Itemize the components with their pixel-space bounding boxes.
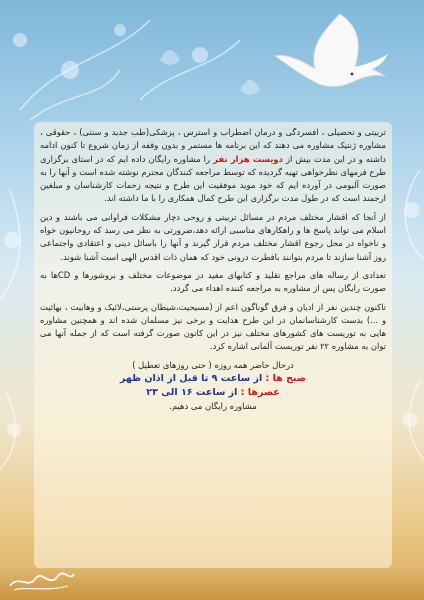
calligraphy-logo [6, 568, 76, 594]
paragraph-text: را مشاوره رایگان داده ایم که در استای برگزاری طرح فرمهای نظرخواهی تهیه گردیده که توسط مراجعه کنندگان محترم نوشته شده است و آنها را به صورت آلبومی در آورده ایم که خود موید موفقیت این طرح و نتیجه زحمات کارشناسان و مبلغین ارجمند است که در طول مدت برگزاری این طرح کمال همکاری را با ما داشته اند. [40, 153, 386, 204]
paragraph-books: تعدادی از رساله های مراجع تقلید و کتابهای مفید در موضوعات مختلف و بروشورها و CDها به صورت رایگان پس از مشاوره به مراجعه کننده اهداء می گردد. [40, 269, 386, 294]
evening-label: عصرها : [240, 387, 280, 399]
highlight-count: دویست هزار نفر [213, 153, 283, 164]
schedule-morning [40, 372, 386, 386]
article-body [40, 126, 386, 413]
paragraph-text: تربیتی و تحصیلی ، افسردگی و درمان اضطراب و استرس ، پزشکی(طب جدید و سنتی) ، حقوقی ، مشاوره ژنتیک مشاوره می دهند که این برنامه ها مستمر و بدون وقفه از زمان شروع تا کنون ادامه داشته و در این مدت بیش از [40, 127, 386, 164]
dove-icon [270, 4, 390, 114]
evening-value: از ساعت ۱۶ الی ۲۳ [146, 387, 238, 399]
schedule-evening [40, 386, 386, 400]
schedule-presence: درحال حاضر همه روزه ( حتی روزهای تعطیل ) [132, 359, 294, 370]
schedule-note: مشاوره رایگان می دهیم. [169, 401, 257, 412]
morning-value: از ساعت ۹ تا قبل از اذان ظهر [119, 373, 263, 385]
paragraph-clergy: از آنجا که اقشار مختلف مردم در مسائل تربیتی و روحی دچار مشکلات فراوانی می باشند و دین اسلام می تواند پاسخ ها و راهکارهای مناسبی ارائه دهد،ضرورتی به نظر می رسد که روحانیون خواه و ناخواه در محل رجوع اقشار مختلف مردم قرار گیرند و آنها را باسائل دینی و اعتقادی واجتماعی روز آشنا سازند تا مردم بتوانند بافطرت درونی خود که همان ذات اقدس الهی است آشنا شوند. [40, 211, 386, 262]
morning-label: صبح ها : [265, 373, 306, 385]
paragraph-converts: تاکنون چندین نفر از ادیان و فرق گوناگون اعم از (مسیحیت،شیطان پرستی،لائیک و وهابیت ، بهائیت و ...) بدست کارشناسانمان در این طرح هدایت و برخی نیز مسلمان شده اند و همچنین مشاوره هایی به توریست های کشورهای مختلف نیز در این کانون صورت گرفته است که از جمله آنها می توان به مشاوره ۲۲ نفر توریست آلمانی اشاره کرد. [40, 301, 386, 352]
paragraph-consulting [40, 126, 386, 206]
